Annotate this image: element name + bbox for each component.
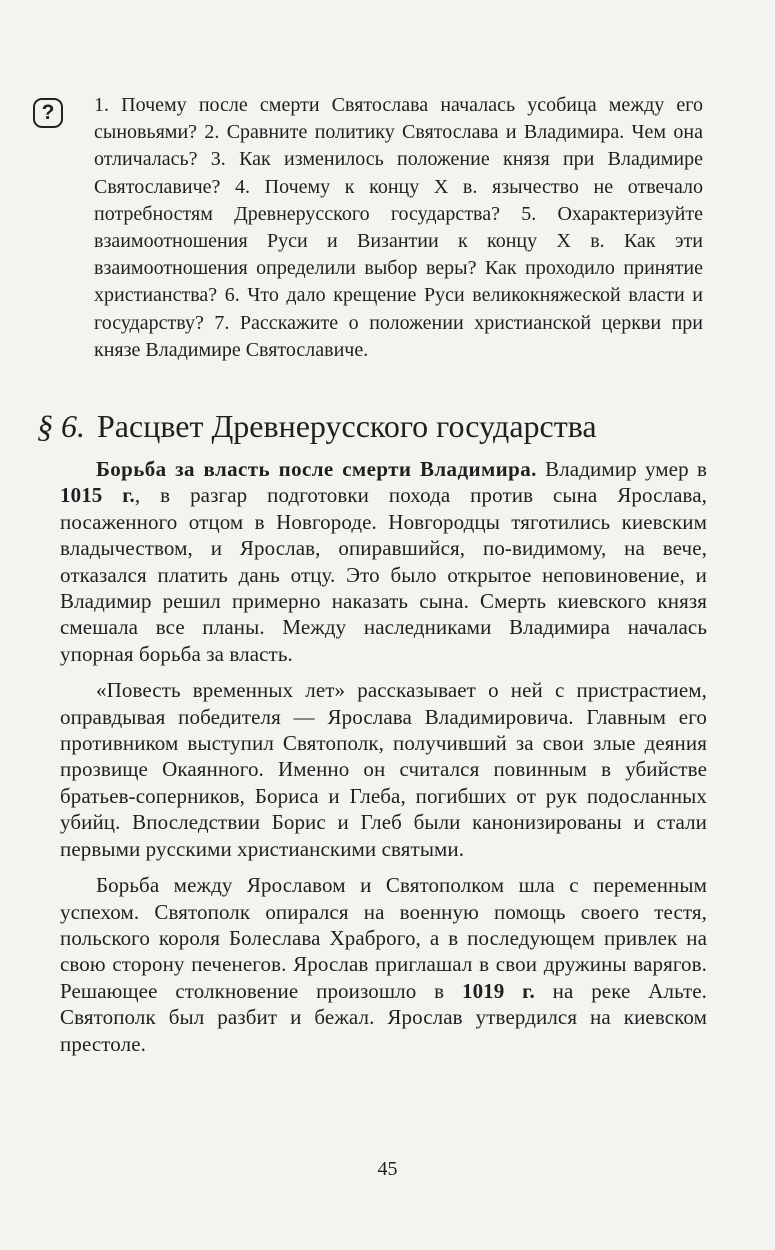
review-questions [33,92,703,364]
year-1015: 1015 г. [60,483,135,508]
page-number: 45 [377,1158,398,1180]
questions-text: 1. Почему после смерти Святослава началась усобица между его сыновьями? 2. Сравните политику Святослава и Владимира. Чем она отличалась? 3. Как изменилось положение князя при Владимире Святославиче? 4. Почему к концу X в. язычество не отвечало потребностям Древнерусского государства? 5. Охарактеризуйте взаимоотношения Руси и Византии к концу X в. Как эти взаимоотношения определили выбор веры? Как проходило принятие христианства? 6. Что дало крещение Руси великокняжеской власти и государству? 7. Расскажите о положении христианской церкви при князе Владимире Святославиче. [94,94,703,361]
paragraph-3-text-b: на реке Альте. Святополк был разбит и бежал. Ярослав утвердился на киевском престоле. [60,978,708,1056]
section-title: Расцвет Древнерусского государства [97,408,597,444]
paragraph-3 [60,872,707,1057]
paragraph-1 [60,456,707,667]
subheading: Борьба за власть после смерти Владимира. [96,457,537,481]
section-number: § 6. [37,408,85,444]
year-1019: 1019 г. [461,978,535,1003]
paragraph-2: «Повесть временных лет» рассказывает о ней с пристрастием, оправдывая победителя — Ярослава Владимировича. Главным его противником выступил Святополк, получивший за свои злые деяния прозвище Окаянного. Именно он считался повинным в убийстве братьев-соперников, Бориса и Глеба, погибших от рук подосланных убийц. Впоследствии Борис и Глеб были канонизированы и стали первыми русскими христианскими святыми. [60,678,707,861]
paragraph-1-text-a: Владимир умер в [536,457,708,481]
section-body [60,456,707,1057]
question-mark-icon: ? [33,98,63,128]
paragraph-3-text-a: Борьба между Ярославом и Святополком шла с переменным успехом. Святополк опирался на военную помощь своего тестя, польского короля Болеслава Храброго, а в последующем привлек на свою сторону печенегов. Ярослав приглашал в свои дружины варягов. Решающее столкновение произошло в [60,873,707,1003]
paragraph-1-text-b: , в разгар подготовки похода против сына Ярослава, посаженного отцом в Новгороде. Новгородцы тяготились киевским владычеством, и Ярослав, опиравшийся, по-видимому, на вече, отказался платить дань отцу. Это было открытое неповиновение, и Владимир решил примерно наказать сына. Смерть киевского князя смешала все планы. Между наследниками Владимира началась упорная борьба за власть. [60,483,708,666]
section-heading [37,406,717,446]
